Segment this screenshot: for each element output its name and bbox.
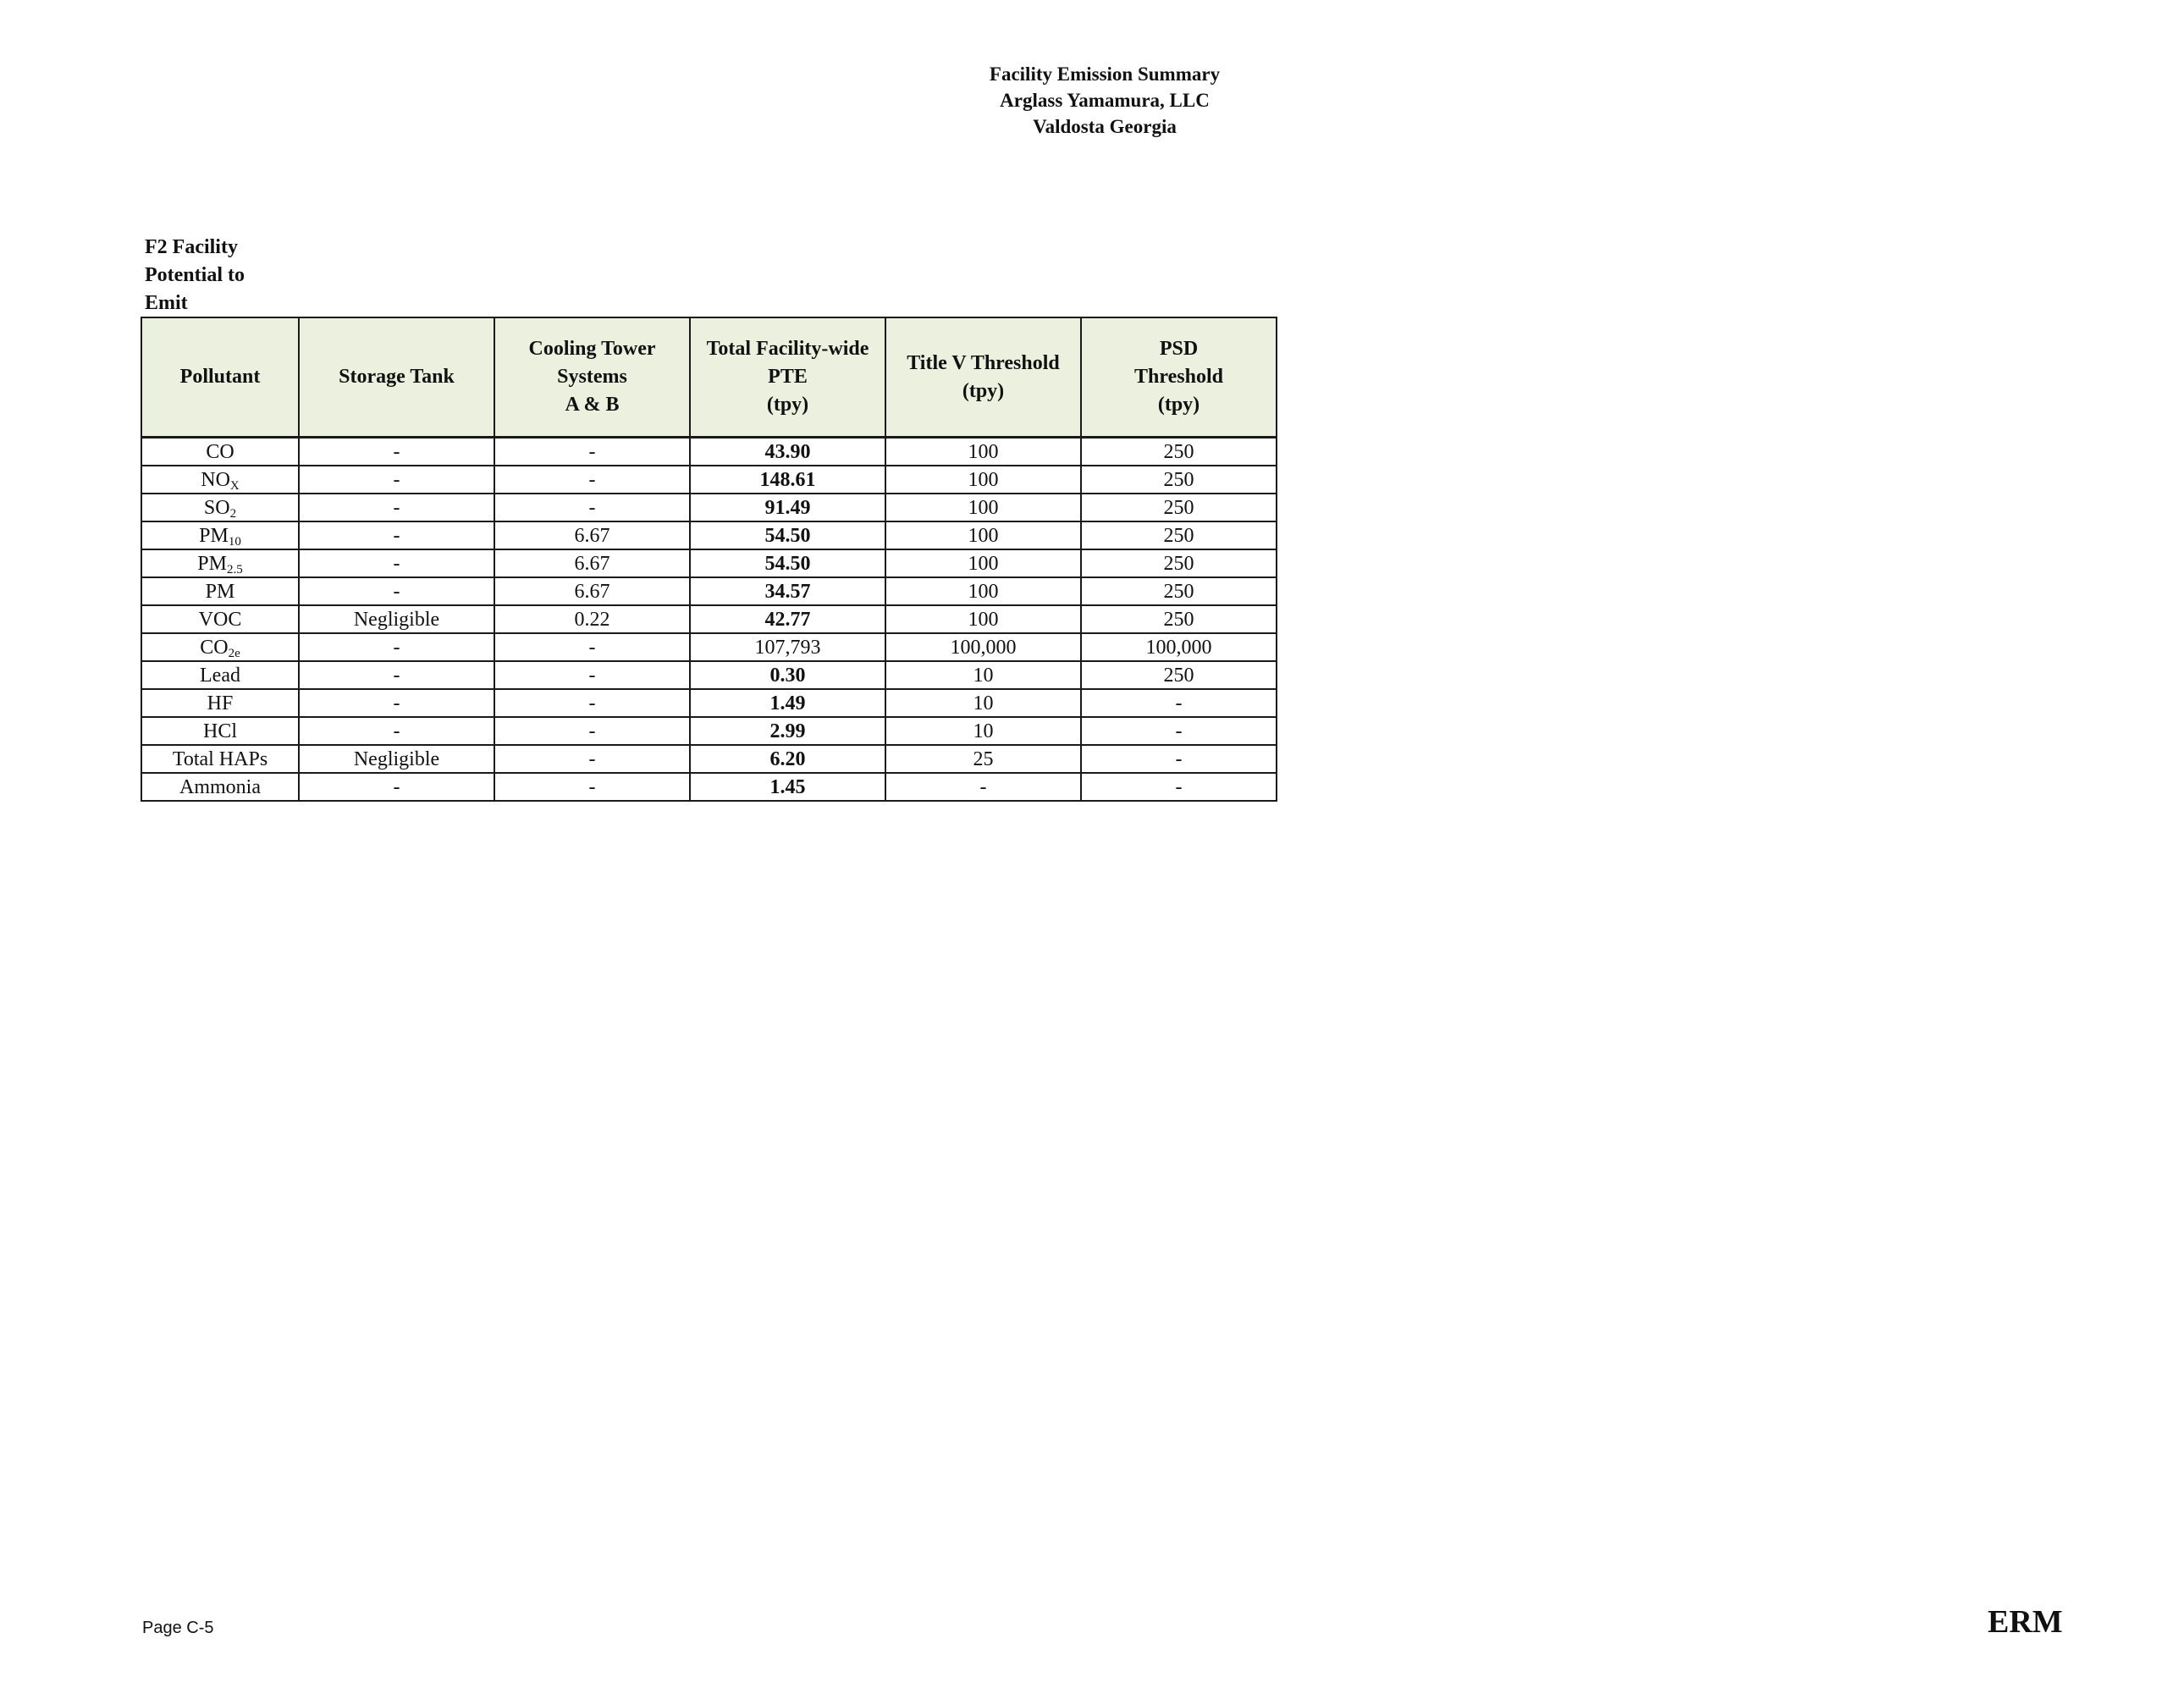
header-company: Arglass Yamamura, LLC (1000, 90, 1210, 111)
column-header-line: Total Facility-wide (706, 338, 869, 360)
table-caption (145, 234, 314, 317)
pollutant-name: CO (200, 636, 229, 659)
pollutant-subscript: 10 (228, 534, 241, 549)
cell-pollutant (141, 717, 299, 745)
column-header-line: Storage Tank (339, 366, 455, 388)
cell-title-v-threshold: 10 (885, 717, 1081, 745)
cell-psd-threshold: - (1081, 745, 1277, 773)
table-row (141, 494, 1277, 521)
caption-line: F2 Facility (145, 236, 238, 258)
pollutant-name: VOC (198, 608, 242, 631)
column-header (494, 317, 690, 438)
cell-pollutant (141, 549, 299, 577)
cell-storage-tank: - (299, 773, 494, 801)
cell-psd-threshold: - (1081, 689, 1277, 717)
cell-psd-threshold: 250 (1081, 549, 1277, 577)
table-body (141, 438, 1277, 802)
cell-storage-tank: - (299, 633, 494, 661)
cell-cooling-tower: - (494, 773, 690, 801)
pollutant-subscript: X (229, 478, 240, 493)
cell-psd-threshold: 250 (1081, 438, 1277, 466)
table-header-row (141, 317, 1277, 438)
page-number: Page C-5 (142, 1619, 214, 1637)
cell-total-pte: 54.50 (690, 521, 885, 549)
cell-storage-tank: Negligible (299, 605, 494, 633)
pollutant-name: HF (207, 692, 234, 714)
cell-pollutant (141, 773, 299, 801)
cell-total-pte: 1.49 (690, 689, 885, 717)
column-header (690, 317, 885, 438)
cell-cooling-tower: - (494, 745, 690, 773)
table-row (141, 773, 1277, 801)
cell-total-pte: 42.77 (690, 605, 885, 633)
cell-title-v-threshold: 100,000 (885, 633, 1081, 661)
table-row (141, 549, 1277, 577)
pollutant-subscript: 2 (229, 506, 237, 521)
cell-psd-threshold: 250 (1081, 521, 1277, 549)
column-header-line: Systems (557, 366, 627, 388)
cell-pollutant (141, 577, 299, 605)
cell-total-pte: 148.61 (690, 466, 885, 494)
cell-title-v-threshold: 10 (885, 689, 1081, 717)
cell-title-v-threshold: 100 (885, 466, 1081, 494)
table-row (141, 661, 1277, 689)
table-row (141, 717, 1277, 745)
cell-cooling-tower: - (494, 661, 690, 689)
cell-cooling-tower: 6.67 (494, 577, 690, 605)
cell-cooling-tower: - (494, 438, 690, 466)
cell-storage-tank: - (299, 549, 494, 577)
emissions-table (141, 317, 1277, 802)
cell-storage-tank: - (299, 438, 494, 466)
erm-logo: ERM (1988, 1604, 2063, 1640)
cell-psd-threshold: 100,000 (1081, 633, 1277, 661)
cell-total-pte: 1.45 (690, 773, 885, 801)
table-row (141, 633, 1277, 661)
cell-total-pte: 2.99 (690, 717, 885, 745)
column-header-line: Threshold (1134, 366, 1223, 388)
pollutant-subscript: 2.5 (226, 562, 243, 576)
column-header (1081, 317, 1277, 438)
pollutant-name: PM (197, 552, 227, 575)
table-row (141, 521, 1277, 549)
pollutant-name: Ammonia (179, 775, 261, 798)
cell-total-pte: 0.30 (690, 661, 885, 689)
pollutant-name: Total HAPs (172, 747, 268, 770)
cell-cooling-tower: - (494, 633, 690, 661)
cell-title-v-threshold: 100 (885, 605, 1081, 633)
pollutant-name: CO (206, 440, 234, 463)
column-header (141, 317, 299, 438)
cell-cooling-tower: 6.67 (494, 549, 690, 577)
cell-cooling-tower: - (494, 494, 690, 521)
cell-title-v-threshold: 100 (885, 549, 1081, 577)
cell-title-v-threshold: - (885, 773, 1081, 801)
cell-psd-threshold: 250 (1081, 661, 1277, 689)
column-header-line: (tpy) (962, 379, 1005, 402)
cell-pollutant (141, 689, 299, 717)
cell-title-v-threshold: 100 (885, 438, 1081, 466)
document-header (935, 61, 1274, 140)
cell-psd-threshold: 250 (1081, 494, 1277, 521)
cell-storage-tank: - (299, 717, 494, 745)
cell-cooling-tower: - (494, 466, 690, 494)
cell-storage-tank: - (299, 466, 494, 494)
caption-line: Potential to (145, 264, 245, 286)
cell-title-v-threshold: 100 (885, 521, 1081, 549)
table-row (141, 689, 1277, 717)
table-row (141, 438, 1277, 466)
cell-title-v-threshold: 100 (885, 577, 1081, 605)
pollutant-name: NO (201, 468, 230, 491)
cell-storage-tank: - (299, 577, 494, 605)
cell-storage-tank: - (299, 521, 494, 549)
cell-cooling-tower: 0.22 (494, 605, 690, 633)
cell-storage-tank: - (299, 661, 494, 689)
cell-total-pte: 91.49 (690, 494, 885, 521)
cell-total-pte: 54.50 (690, 549, 885, 577)
cell-psd-threshold: - (1081, 773, 1277, 801)
cell-pollutant (141, 745, 299, 773)
cell-pollutant (141, 438, 299, 466)
cell-total-pte: 6.20 (690, 745, 885, 773)
table-row (141, 577, 1277, 605)
cell-cooling-tower: 6.67 (494, 521, 690, 549)
cell-total-pte: 107,793 (690, 633, 885, 661)
pollutant-subscript: 2e (228, 646, 240, 660)
cell-storage-tank: Negligible (299, 745, 494, 773)
pollutant-name: HCl (202, 720, 237, 742)
column-header-line: Pollutant (179, 366, 261, 388)
caption-line: Emit (145, 292, 188, 314)
column-header (885, 317, 1081, 438)
cell-psd-threshold: - (1081, 717, 1277, 745)
cell-title-v-threshold: 10 (885, 661, 1081, 689)
cell-pollutant (141, 605, 299, 633)
pollutant-name: SO (203, 496, 230, 519)
column-header-line: (tpy) (766, 394, 809, 416)
cell-psd-threshold: 250 (1081, 577, 1277, 605)
column-header-line: PSD (1159, 338, 1199, 360)
header-title: Facility Emission Summary (989, 63, 1221, 85)
pollutant-name: PM (205, 580, 235, 603)
table-row (141, 605, 1277, 633)
cell-storage-tank: - (299, 689, 494, 717)
cell-storage-tank: - (299, 494, 494, 521)
pollutant-name: Lead (200, 664, 240, 687)
column-header-line: (tpy) (1157, 394, 1200, 416)
cell-cooling-tower: - (494, 689, 690, 717)
column-header-line: Cooling Tower (528, 338, 656, 360)
cell-pollutant (141, 661, 299, 689)
cell-cooling-tower: - (494, 717, 690, 745)
cell-total-pte: 43.90 (690, 438, 885, 466)
column-header-line: Title V Threshold (907, 351, 1060, 374)
column-header (299, 317, 494, 438)
column-header-line: PTE (768, 366, 808, 388)
table-row (141, 745, 1277, 773)
header-location: Valdosta Georgia (1033, 116, 1177, 137)
cell-title-v-threshold: 100 (885, 494, 1081, 521)
table-row (141, 466, 1277, 494)
cell-pollutant (141, 466, 299, 494)
cell-pollutant (141, 494, 299, 521)
cell-psd-threshold: 250 (1081, 605, 1277, 633)
cell-pollutant (141, 521, 299, 549)
pollutant-name: PM (199, 524, 229, 547)
column-header-line: A & B (565, 394, 620, 416)
cell-title-v-threshold: 25 (885, 745, 1081, 773)
cell-total-pte: 34.57 (690, 577, 885, 605)
cell-psd-threshold: 250 (1081, 466, 1277, 494)
cell-pollutant (141, 633, 299, 661)
